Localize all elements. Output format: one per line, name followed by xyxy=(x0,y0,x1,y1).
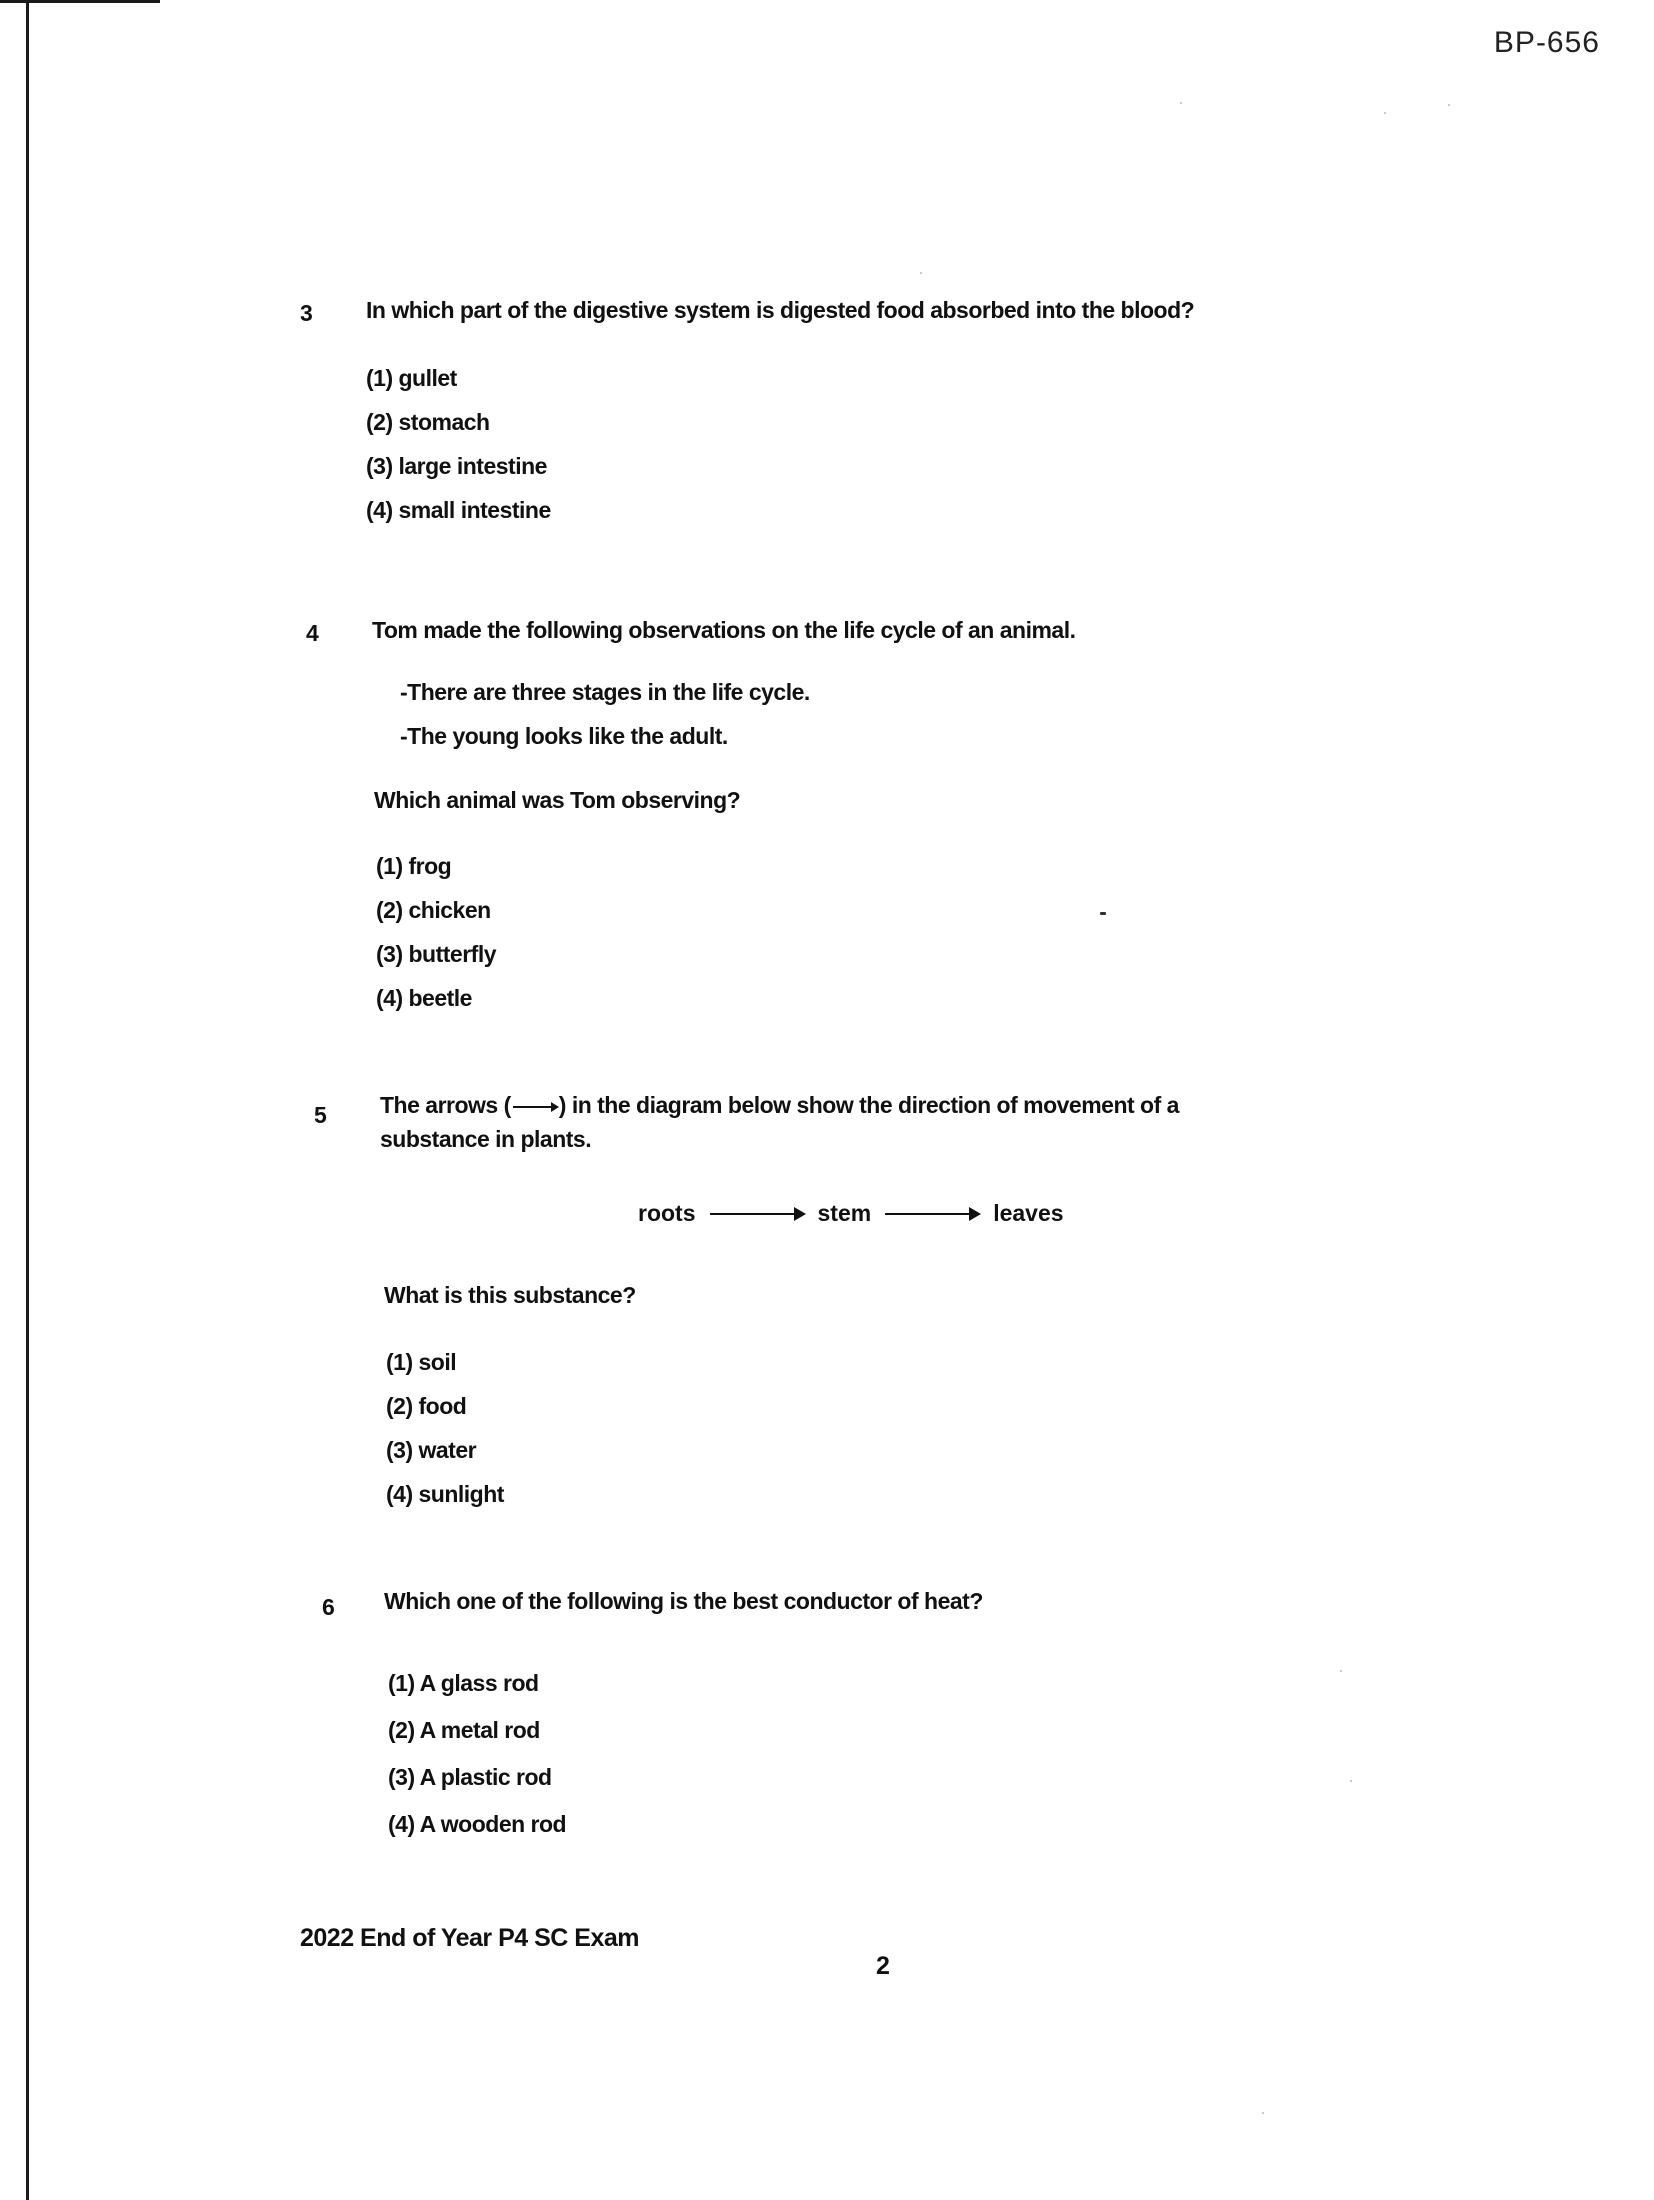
question-6-options xyxy=(388,1660,566,1848)
scan-speck xyxy=(1350,1780,1352,1782)
question-4-option-3: (3) butterfly xyxy=(376,941,496,967)
page-number: 2 xyxy=(876,1952,890,1980)
scan-speck xyxy=(1384,112,1386,114)
right-arrow-icon xyxy=(710,1213,804,1215)
question-4-observation-2: -The young looks like the adult. xyxy=(400,723,728,749)
question-5-option-4: (4) sunlight xyxy=(386,1481,504,1507)
substance-flow-diagram xyxy=(638,1200,1064,1227)
scan-speck xyxy=(920,272,922,274)
scan-speck xyxy=(1180,102,1182,104)
question-4-option-1: (1) frog xyxy=(376,853,452,879)
question-4-option-2: (2) chicken xyxy=(376,897,491,923)
question-6-option-2: (2) A metal rod xyxy=(388,1717,540,1743)
question-3-option-1: (1) gullet xyxy=(366,365,457,391)
question-5-text-before-arrow: The arrows ( xyxy=(380,1092,511,1118)
question-4-text: Tom made the following observations on the life cycle of an animal. xyxy=(372,617,1076,643)
question-6-option-3: (3) A plastic rod xyxy=(388,1764,552,1790)
document-code: BP-656 xyxy=(1493,26,1600,59)
left-border xyxy=(26,0,29,2200)
question-5-text-after-arrow: ) in the diagram below show the direction of movement of a xyxy=(558,1092,1179,1118)
question-6-option-1: (1) A glass rod xyxy=(388,1670,539,1696)
question-3-option-4: (4) small intestine xyxy=(366,497,551,523)
diagram-label-stem: stem xyxy=(817,1200,872,1226)
question-4-prompt: Which animal was Tom observing? xyxy=(374,787,741,813)
scan-speck xyxy=(1340,1670,1342,1672)
top-rule xyxy=(0,0,160,3)
question-5-prompt: What is this substance? xyxy=(384,1282,636,1308)
question-6-option-4: (4) A wooden rod xyxy=(388,1811,567,1837)
question-4-option-4: (4) beetle xyxy=(376,985,472,1011)
question-5-text-line1 xyxy=(380,1092,1179,1119)
right-arrow-icon xyxy=(885,1213,979,1215)
question-5-number: 5 xyxy=(314,1102,327,1128)
question-4-options xyxy=(376,844,496,1020)
question-5-option-3: (3) water xyxy=(386,1437,477,1463)
question-6-text: Which one of the following is the best conductor of heat? xyxy=(384,1588,983,1614)
exam-title: 2022 End of Year P4 SC Exam xyxy=(300,1924,640,1952)
question-5-option-1: (1) soil xyxy=(386,1349,457,1375)
question-5-option-2: (2) food xyxy=(386,1393,467,1419)
question-5-options xyxy=(386,1340,504,1516)
diagram-label-leaves: leaves xyxy=(993,1200,1064,1226)
question-3-text: In which part of the digestive system is digested food absorbed into the blood? xyxy=(366,297,1195,323)
question-4-observations xyxy=(400,670,810,758)
scan-speck xyxy=(1262,2112,1264,2114)
question-4-number: 4 xyxy=(306,620,319,646)
question-6-number: 6 xyxy=(322,1594,335,1620)
question-3-option-3: (3) large intestine xyxy=(366,453,547,479)
scan-speck xyxy=(1100,912,1106,915)
question-3-options xyxy=(366,356,551,532)
question-4-observation-1: -There are three stages in the life cycle. xyxy=(400,679,810,705)
arrow-icon xyxy=(513,1106,557,1108)
scan-speck xyxy=(1448,104,1450,106)
question-3-number: 3 xyxy=(300,300,313,326)
question-5-text-line2: substance in plants. xyxy=(380,1126,592,1152)
diagram-label-roots: roots xyxy=(638,1200,696,1226)
question-3-option-2: (2) stomach xyxy=(366,409,490,435)
